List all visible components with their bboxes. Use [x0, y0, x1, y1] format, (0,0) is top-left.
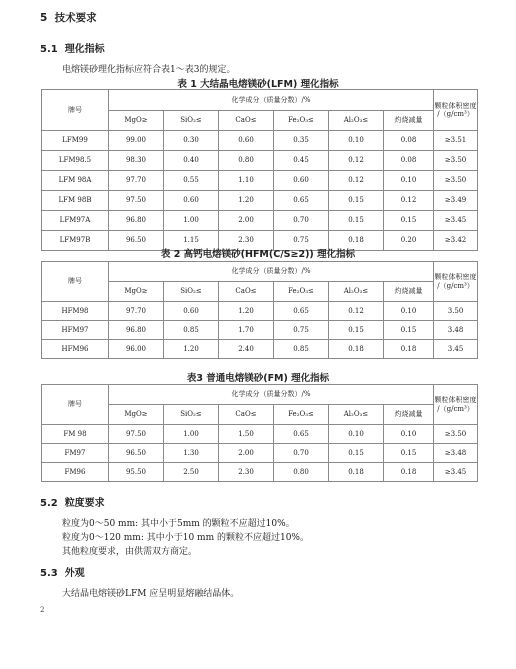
column-header: MgO≥ [109, 111, 164, 131]
table-row [42, 425, 478, 444]
value-cell: 0.15 [384, 444, 434, 463]
value-cell: 97.70 [109, 171, 164, 191]
value-cell: 0.35 [274, 131, 329, 151]
value-cell: 0.15 [329, 191, 384, 211]
grade-header: 牌号 [42, 262, 109, 302]
value-cell: 0.15 [329, 211, 384, 231]
composition-header: 化学成分（质量分数）/% [109, 385, 434, 405]
section-5-2-line-3: 其他粒度要求，由供需双方商定。 [62, 547, 198, 557]
value-cell: 0.18 [329, 463, 384, 482]
value-cell: 0.75 [274, 321, 329, 340]
value-cell: 0.10 [384, 171, 434, 191]
value-cell: 0.30 [164, 131, 219, 151]
value-cell: 97.50 [109, 191, 164, 211]
value-cell: 0.08 [384, 151, 434, 171]
value-cell: 3.45 [434, 340, 478, 359]
page-number: 2 [40, 606, 45, 614]
column-header: CaO≤ [219, 111, 274, 131]
grade-header: 牌号 [42, 90, 109, 131]
table-row [42, 131, 478, 151]
value-cell: ≥3.42 [434, 231, 478, 251]
density-header: 颗粒体积密度 /（g/cm³） [434, 385, 478, 425]
grade-cell: LFM97A [42, 211, 109, 231]
value-cell: 1.30 [164, 444, 219, 463]
value-cell: 96.50 [109, 444, 164, 463]
table-row [42, 171, 478, 191]
column-header: 灼烧减量 [384, 111, 434, 131]
value-cell: 0.85 [164, 321, 219, 340]
value-cell: 98.30 [109, 151, 164, 171]
column-header: CaO≤ [219, 405, 274, 425]
grade-cell: FM 98 [42, 425, 109, 444]
value-cell: 1.10 [219, 171, 274, 191]
value-cell: 1.70 [219, 321, 274, 340]
value-cell: 0.80 [274, 463, 329, 482]
section-5-2-heading: 5.2 粒度要求 [40, 498, 105, 509]
section-5-1-text: 电熔镁砂理化指标应符合表1～表3的规定。 [62, 65, 236, 75]
value-cell: 1.00 [164, 211, 219, 231]
value-cell: 0.18 [329, 231, 384, 251]
density-header: 颗粒体积密度 /（g/cm³） [434, 90, 478, 131]
table-row [42, 151, 478, 171]
section-5-1-heading: 5.1 理化指标 [40, 44, 105, 55]
value-cell: 0.75 [274, 231, 329, 251]
value-cell: 1.00 [164, 425, 219, 444]
value-cell: 0.15 [384, 321, 434, 340]
value-cell: 0.15 [384, 211, 434, 231]
value-cell: ≥3.45 [434, 211, 478, 231]
value-cell: 0.15 [329, 321, 384, 340]
table-row [42, 191, 478, 211]
value-cell: 0.60 [164, 191, 219, 211]
value-cell: 96.80 [109, 321, 164, 340]
grade-cell: LFM97B [42, 231, 109, 251]
value-cell: 0.40 [164, 151, 219, 171]
grade-cell: LFM99 [42, 131, 109, 151]
value-cell: 2.00 [219, 211, 274, 231]
value-cell: 0.65 [274, 425, 329, 444]
table-row [42, 463, 478, 482]
value-cell: 0.12 [384, 191, 434, 211]
value-cell: 0.55 [164, 171, 219, 191]
grade-cell: LFM 98A [42, 171, 109, 191]
value-cell: 0.10 [384, 302, 434, 321]
column-header: Al₂O₃≤ [329, 111, 384, 131]
value-cell: 0.65 [274, 302, 329, 321]
column-header: SiO₂≤ [164, 282, 219, 302]
density-header: 颗粒体积密度 /（g/cm³） [434, 262, 478, 302]
value-cell: 3.48 [434, 321, 478, 340]
table-2 [41, 261, 478, 359]
column-header: MgO≥ [109, 405, 164, 425]
value-cell: 0.70 [274, 211, 329, 231]
value-cell: 2.30 [219, 463, 274, 482]
value-cell: 0.10 [384, 425, 434, 444]
value-cell: 0.85 [274, 340, 329, 359]
value-cell: 0.80 [219, 151, 274, 171]
value-cell: 0.18 [329, 340, 384, 359]
grade-cell: HFM97 [42, 321, 109, 340]
section-5-3-heading: 5.3 外观 [40, 568, 85, 579]
table-1 [41, 89, 478, 251]
value-cell: 0.18 [384, 463, 434, 482]
table-1-caption: 表 1 大结晶电熔镁砂(LFM) 理化指标 [177, 79, 339, 90]
value-cell: 1.15 [164, 231, 219, 251]
column-header: 灼烧减量 [384, 405, 434, 425]
value-cell: 0.12 [329, 302, 384, 321]
value-cell: 0.18 [384, 340, 434, 359]
table-3 [41, 384, 478, 482]
value-cell: 1.50 [219, 425, 274, 444]
grade-cell: FM97 [42, 444, 109, 463]
composition-header: 化学成分（质量分数）/% [109, 262, 434, 282]
column-header: Al₂O₃≤ [329, 282, 384, 302]
grade-cell: LFM98.5 [42, 151, 109, 171]
value-cell: 96.80 [109, 211, 164, 231]
value-cell: 2.00 [219, 444, 274, 463]
column-header: SiO₂≤ [164, 111, 219, 131]
value-cell: 0.10 [329, 425, 384, 444]
value-cell: ≥3.50 [434, 151, 478, 171]
table-row [42, 444, 478, 463]
grade-cell: HFM98 [42, 302, 109, 321]
value-cell: ≥3.48 [434, 444, 478, 463]
value-cell: 95.50 [109, 463, 164, 482]
table-2-caption: 表 2 高钙电熔镁砂(HFM(C/S≥2)) 理化指标 [160, 249, 356, 260]
value-cell: 1.20 [219, 302, 274, 321]
column-header: MgO≥ [109, 282, 164, 302]
value-cell: 0.08 [384, 131, 434, 151]
value-cell: ≥3.45 [434, 463, 478, 482]
value-cell: 2.50 [164, 463, 219, 482]
value-cell: 99.00 [109, 131, 164, 151]
composition-header: 化学成分（质量分数）/% [109, 90, 434, 111]
table-row [42, 340, 478, 359]
value-cell: 97.70 [109, 302, 164, 321]
value-cell: 0.60 [164, 302, 219, 321]
grade-cell: HFM96 [42, 340, 109, 359]
value-cell: 0.15 [329, 444, 384, 463]
table-row [42, 302, 478, 321]
value-cell: 1.20 [164, 340, 219, 359]
value-cell: 3.50 [434, 302, 478, 321]
value-cell: 1.20 [219, 191, 274, 211]
section-5-2-line-2: 粒度为0～120 mm: 其中小于10 mm 的颗粒不应超过10%。 [62, 533, 309, 543]
value-cell: 0.45 [274, 151, 329, 171]
value-cell: 0.60 [274, 171, 329, 191]
value-cell: 0.12 [329, 151, 384, 171]
column-header: Al₂O₃≤ [329, 405, 384, 425]
value-cell: 2.40 [219, 340, 274, 359]
value-cell: 0.20 [384, 231, 434, 251]
value-cell: 0.12 [329, 171, 384, 191]
column-header: Fe₂O₃≤ [274, 111, 329, 131]
table-3-caption: 表3 普通电熔镁砂(FM) 理化指标 [186, 373, 330, 384]
section-5-3-text: 大结晶电熔镁砂LFM 应呈明显熔融结晶体。 [62, 589, 240, 599]
value-cell: 97.50 [109, 425, 164, 444]
value-cell: 0.65 [274, 191, 329, 211]
value-cell: ≥3.50 [434, 425, 478, 444]
grade-header: 牌号 [42, 385, 109, 425]
table-row [42, 321, 478, 340]
section-5-2-line-1: 粒度为0～50 mm: 其中小于5mm 的颗粒不应超过10%。 [62, 519, 295, 529]
value-cell: 0.70 [274, 444, 329, 463]
column-header: Fe₂O₃≤ [274, 282, 329, 302]
value-cell: ≥3.51 [434, 131, 478, 151]
column-header: Fe₂O₃≤ [274, 405, 329, 425]
table-row [42, 211, 478, 231]
value-cell: 96.00 [109, 340, 164, 359]
grade-cell: FM96 [42, 463, 109, 482]
value-cell: 2.30 [219, 231, 274, 251]
grade-cell: LFM 98B [42, 191, 109, 211]
column-header: 灼烧减量 [384, 282, 434, 302]
section-5-heading: 5 技术要求 [40, 12, 97, 24]
value-cell: 96.50 [109, 231, 164, 251]
column-header: CaO≤ [219, 282, 274, 302]
column-header: SiO₂≤ [164, 405, 219, 425]
value-cell: 0.60 [219, 131, 274, 151]
value-cell: ≥3.50 [434, 171, 478, 191]
value-cell: 0.10 [329, 131, 384, 151]
value-cell: ≥3.49 [434, 191, 478, 211]
